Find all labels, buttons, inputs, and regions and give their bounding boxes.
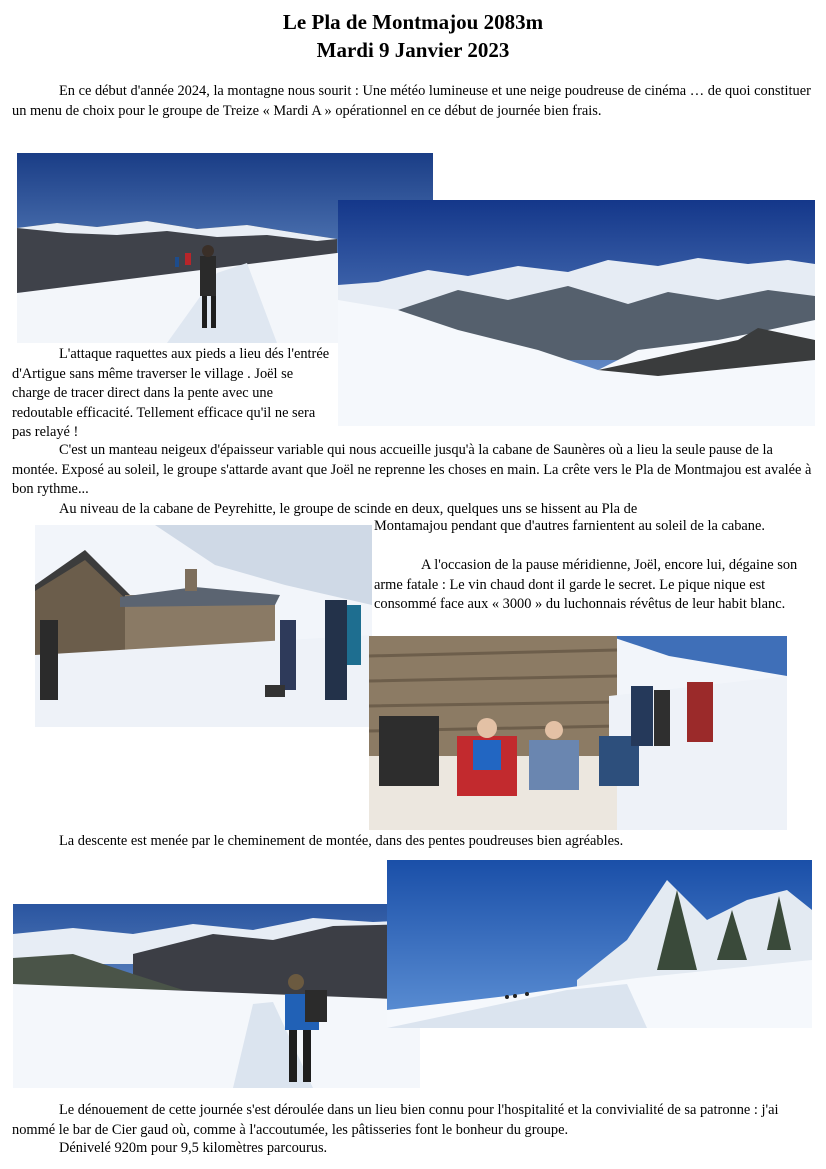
stats-line: Dénivelé 920m pour 9,5 kilomètres parcourus. bbox=[59, 1140, 328, 1156]
title-text: Le Pla de Montmajou 2083m bbox=[282, 10, 544, 34]
descent-paragraph: La descente est menée par le cheminement de montée, dans des pentes poudreuses bien agréables. bbox=[59, 833, 624, 849]
photo-pyrenees-panorama bbox=[338, 200, 815, 426]
photo-descente-raquettes bbox=[13, 904, 420, 1088]
ascent-paragraph: L'attaque raquettes aux pieds a lieu dés l'entrée d'Artigue sans même traverser le village . Joël se charge de tracer direct dans la pente avec une redoutable efficacité. Tellement efficace qu'il ne sera pas relayé ! bbox=[12, 346, 330, 441]
photo-cabane-peyrehitte bbox=[35, 525, 372, 727]
split-paragraph-line1: Au niveau de la cabane de Peyrehitte, le groupe de scinde en deux, quelques uns se hissent au Pla de bbox=[59, 501, 638, 517]
page-title bbox=[0, 8, 826, 64]
photo-pique-nique-groupe bbox=[369, 636, 787, 830]
split-paragraph-line2: Montamajou pendant que d'autres farnientent au soleil de la cabane. bbox=[374, 518, 765, 534]
photo-sapins-enneiges bbox=[387, 860, 812, 1028]
ending-paragraph: Le dénouement de cette journée s'est déroulée dans un lieu bien connu pour l'hospitalité et la convivialité de sa patronne : j'ai nommé le bar de Cier gaud où, comme à l'accoutumée, les pâtisseries font le bonheur du groupe. bbox=[12, 1102, 779, 1138]
lunch-paragraph: A l'occasion de la pause méridienne, Joël, encore lui, dégaine son arme fatale : Le vin chaud dont il garde le secret. Le pique nique est consommé face aux « 3000 » du luchonnais révêtus de leur habit blanc. bbox=[374, 557, 798, 613]
date-text: Mardi 9 Janvier 2023 bbox=[316, 38, 510, 62]
cabin-saunieres-paragraph: C'est un manteau neigeux d'épaisseur variable qui nous accueille jusqu'à la cabane de Saunères où a lieu la seule pause de la montée. Exposé au soleil, le groupe s'attarde avant que Joël ne reprenne les choses en main. La crête vers le Pla de Montmajou est avalée à bon rythme... bbox=[12, 442, 812, 498]
intro-paragraph: En ce début d'année 2024, la montagne nous sourit : Une météo lumineuse et une neige poudreuse de cinéma … de quoi constituer un menu de choix pour le groupe de Treize « Mardi A » opérationnel en ce début de journée bien frais. bbox=[12, 83, 811, 119]
